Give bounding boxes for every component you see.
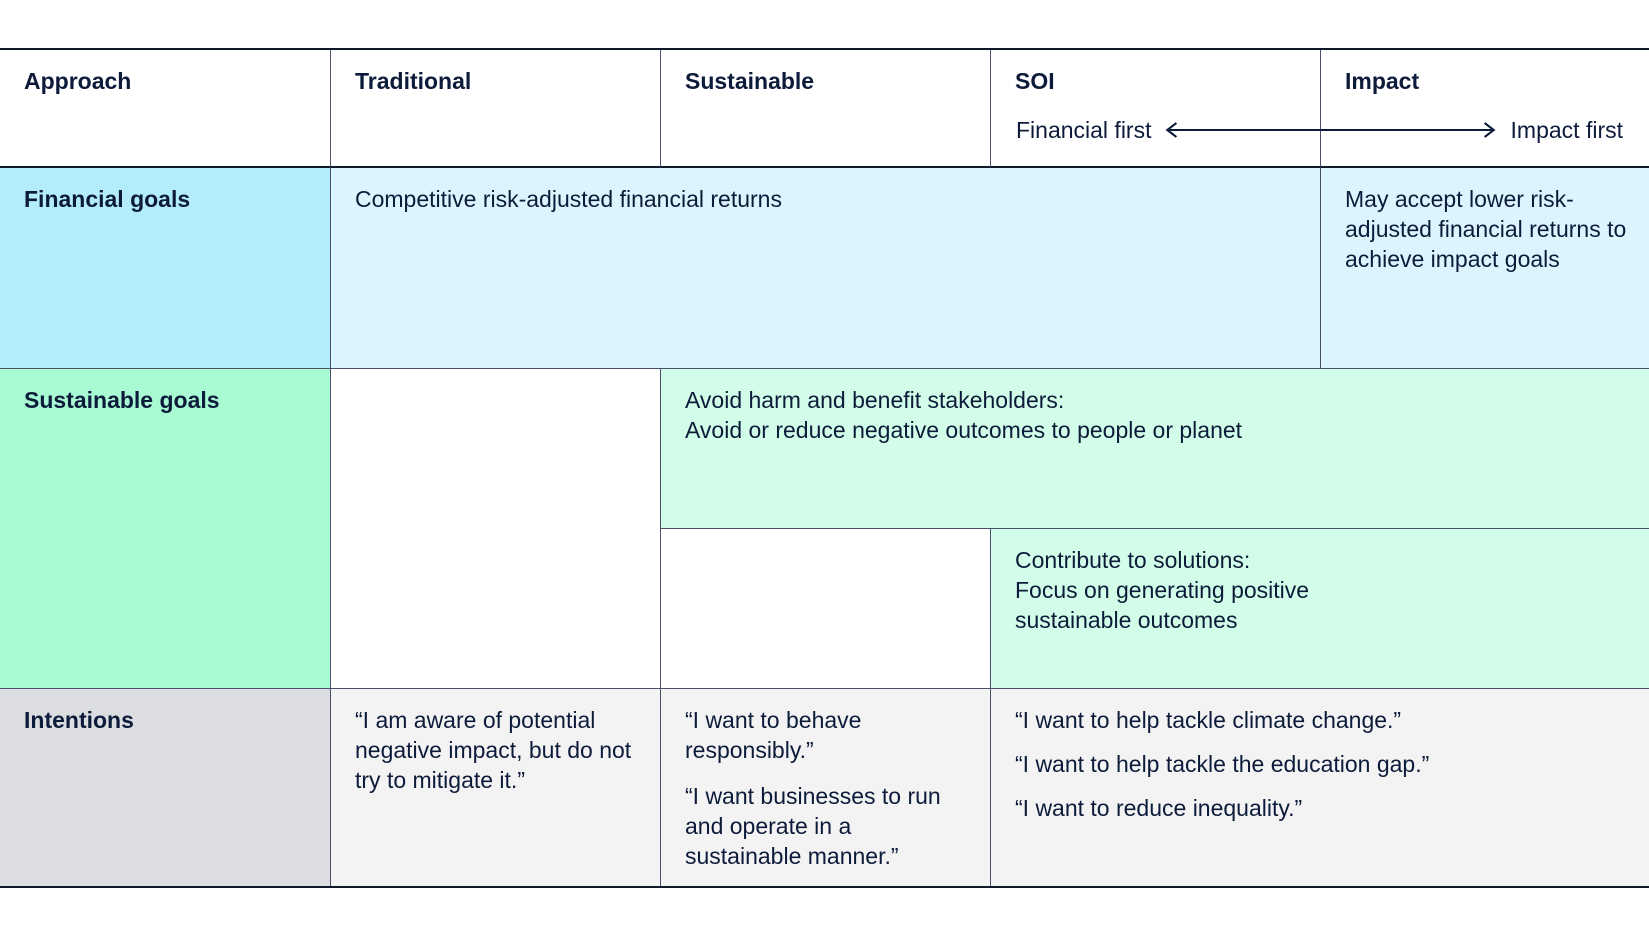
financial-goals-label: Financial goals — [0, 168, 330, 368]
header-impact: Impact — [1320, 50, 1649, 168]
contribute-title: Contribute to solutions: — [1015, 547, 1251, 573]
contribute-text: Focus on generating positive sustainable outcomes — [1015, 577, 1310, 633]
sustainable-goals-traditional-empty — [330, 368, 660, 688]
avoid-harm-text: Avoid or reduce negative outcomes to people or planet — [685, 417, 1243, 443]
header-sustainable: Sustainable — [660, 50, 990, 168]
contribute-cell — [990, 528, 1649, 688]
avoid-harm-title: Avoid harm and benefit stakeholders: — [685, 387, 1065, 413]
intention-quote: “I want businesses to run and operate in a sustainable manner.” — [685, 783, 941, 869]
header-soi: SOI — [990, 50, 1320, 168]
header-traditional: Traditional — [330, 50, 660, 168]
intentions-soi-impact — [990, 688, 1649, 886]
intention-quote: “I want to help tackle the education gap.” — [1015, 751, 1430, 777]
intention-quote: “I want to behave responsibly.” — [685, 707, 862, 763]
intention-quote: “I am aware of potential negative impact, but do not try to mitigate it.” — [355, 707, 632, 793]
comparison-table — [0, 48, 1649, 888]
scale-left-label: Financial first — [1016, 116, 1152, 143]
intention-quote: “I want to reduce inequality.” — [1015, 795, 1303, 821]
intentions-label: Intentions — [0, 688, 330, 886]
sustainable-goals-label: Sustainable goals — [0, 368, 330, 688]
sustainable-goals-sustainable-empty — [660, 528, 990, 688]
intentions-sustainable — [660, 688, 990, 886]
intentions-traditional — [330, 688, 660, 886]
scale-right-label: Impact first — [1510, 116, 1623, 143]
avoid-harm-cell — [660, 368, 1649, 528]
intention-quote: “I want to help tackle climate change.” — [1015, 707, 1402, 733]
financial-goals-main: Competitive risk-adjusted financial returns — [330, 168, 1320, 368]
header-approach: Approach — [0, 50, 330, 168]
financial-goals-impact: May accept lower risk-adjusted financial returns to achieve impact goals — [1320, 168, 1649, 368]
